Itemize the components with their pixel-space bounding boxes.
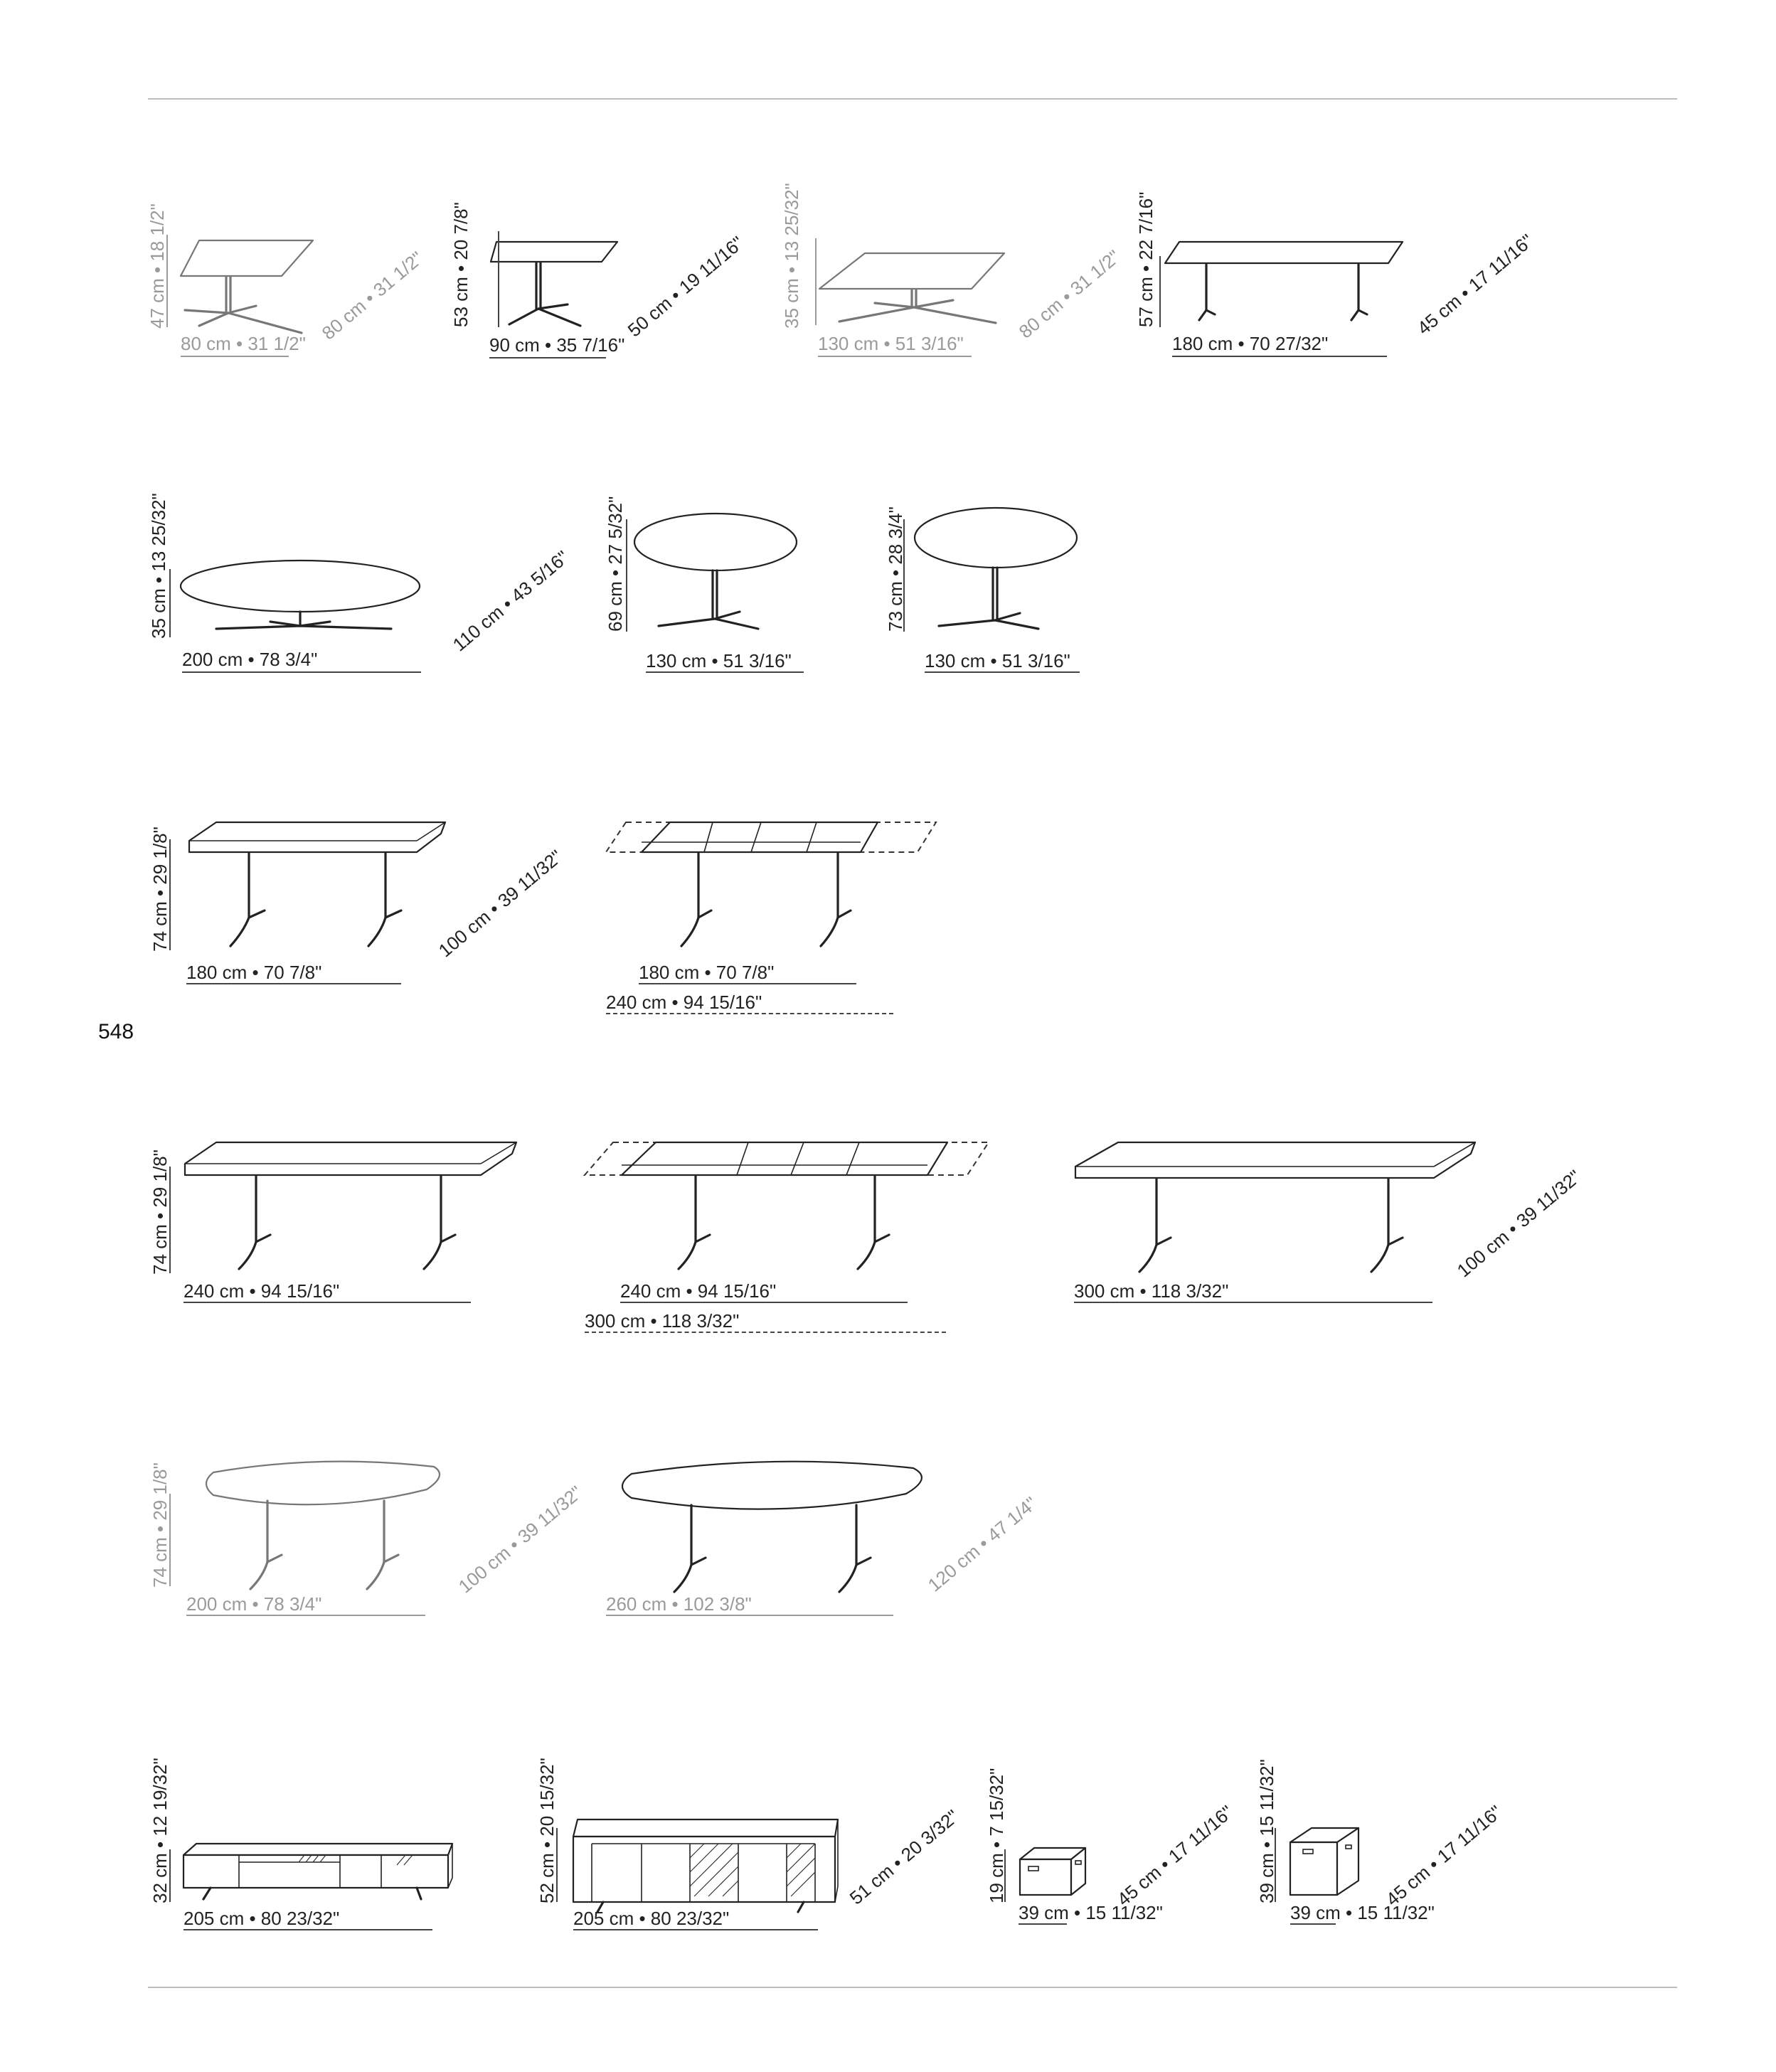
dim-depth: 100 cm • 39 11/32" [1452,1165,1585,1282]
dim-height: 73 cm • 28 3/4" [885,506,906,632]
dim-width: 80 cm • 31 1/2" [181,333,306,354]
dim-depth: 100 cm • 39 11/32" [454,1481,587,1598]
dim-depth: 110 cm • 43 5/16" [448,546,573,656]
dim-height: 69 cm • 27 5/32" [605,496,626,632]
dim-width: 205 cm • 80 23/32" [184,1908,340,1929]
dim-height: 57 cm • 22 7/16" [1135,191,1156,327]
dim-height: 74 cm • 29 1/8" [149,1149,171,1275]
dim-width: 180 cm • 70 7/8" [639,962,775,983]
dim-width: 130 cm • 51 3/16" [646,650,792,671]
dim-height: 74 cm • 29 1/8" [149,827,171,952]
dim-depth: 51 cm • 20 3/32" [845,1805,963,1909]
top-rule [148,98,1677,100]
oval-dining-table-outline [199,1458,455,1600]
dining-table-outline [1073,1138,1485,1280]
dim-width: 240 cm • 94 15/16" [620,1280,777,1302]
dim-width: 200 cm • 78 3/4" [182,649,318,670]
dim-width-extended: 300 cm • 118 3/32" [585,1310,740,1332]
dim-depth: 45 cm • 17 11/16" [1413,230,1538,339]
dining-table-outline [182,1138,523,1280]
dim-width: 130 cm • 51 3/16" [925,650,1070,671]
dim-depth: 50 cm • 19 11/16" [623,232,748,341]
dining-table-outline [186,818,457,960]
dim-width: 200 cm • 78 3/4" [186,1593,322,1615]
dim-width-extended: 240 cm • 94 15/16" [606,992,762,1013]
round-table-outline [633,512,804,640]
tall-box-outline [1287,1821,1373,1906]
dim-depth: 80 cm • 31 1/2" [1014,245,1124,343]
dim-width: 180 cm • 70 7/8" [186,962,322,983]
low-box-outline [1017,1841,1102,1905]
page-number: 548 [98,1020,134,1043]
bottom-rule [148,1987,1677,1988]
console-table-outline [1159,235,1415,341]
dim-height: 47 cm • 18 1/2" [147,203,168,329]
dim-depth: 45 cm • 17 11/16" [1112,1801,1238,1911]
oval-coffee-table-outline [178,555,434,640]
dim-width: 260 cm • 102 3/8" [606,1593,752,1615]
dim-width: 39 cm • 15 11/32" [1019,1902,1163,1923]
round-table-outline [913,506,1084,642]
extendable-table-outline [583,1138,996,1280]
oval-dining-table-outline [615,1458,942,1600]
low-coffee-table-outline [811,235,1038,349]
dim-height: 52 cm • 20 15/32" [536,1758,558,1903]
dim-width: 180 cm • 70 27/32" [1172,333,1329,354]
dim-depth: 80 cm • 31 1/2" [317,247,427,344]
extendable-table-outline [605,818,946,960]
dim-height: 32 cm • 12 19/32" [149,1758,171,1903]
dim-width: 39 cm • 15 11/32" [1290,1902,1435,1923]
dim-height: 19 cm • 7 15/32" [986,1768,1007,1903]
dim-height: 35 cm • 13 25/32" [781,183,802,329]
dim-width: 205 cm • 80 23/32" [573,1908,730,1929]
dim-height: 74 cm • 29 1/8" [149,1462,171,1588]
dim-depth: 45 cm • 17 11/16" [1381,1801,1506,1911]
dim-width: 130 cm • 51 3/16" [818,333,964,354]
dim-height: 35 cm • 13 25/32" [148,493,169,639]
dim-depth: 120 cm • 47 1/4" [923,1492,1041,1596]
dim-width: 300 cm • 118 3/32" [1074,1280,1229,1302]
dim-width: 240 cm • 94 15/16" [184,1280,340,1302]
dim-width: 90 cm • 35 7/16" [489,334,625,356]
dim-height: 53 cm • 20 7/8" [450,202,472,327]
sideboard-outline [569,1815,839,1922]
dim-depth: 100 cm • 39 11/32" [434,845,567,962]
dim-height: 39 cm • 15 11/32" [1256,1759,1277,1903]
